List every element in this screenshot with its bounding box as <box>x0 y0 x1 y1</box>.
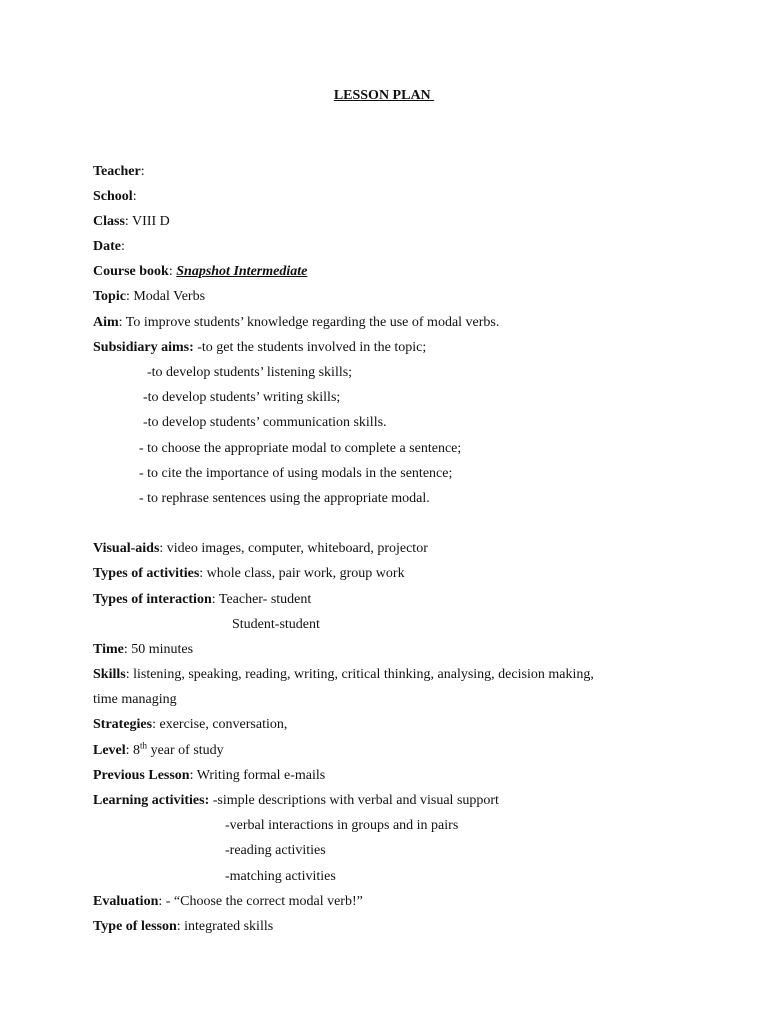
evaluation-value: : - “Choose the correct modal verb!” <box>158 894 363 909</box>
date-line <box>93 238 125 256</box>
subsidiary-aim-item: - to choose the appropriate modal to complete a sentence; <box>139 441 462 456</box>
types-of-activities-label: Types of activities <box>93 566 200 581</box>
learning-activity-item: -reading activities <box>225 843 326 858</box>
learning-activities-label: Learning activities: <box>93 793 210 808</box>
school-label: School <box>93 189 133 204</box>
school-line <box>93 188 137 206</box>
time-value: : 50 minutes <box>123 642 194 657</box>
course-book-line <box>93 263 307 281</box>
aim-value: : To improve students’ knowledge regarding the use of modal verbs. <box>118 315 500 330</box>
level-line <box>93 742 224 760</box>
course-book-label: Course book <box>93 264 169 279</box>
learning-activities-line <box>93 792 499 810</box>
types-of-activities-line <box>93 565 405 583</box>
level-superscript: th <box>140 740 148 751</box>
class-label: Class <box>93 214 125 229</box>
skills-line <box>93 666 594 684</box>
level-value-suffix: year of study <box>147 743 224 758</box>
class-line <box>93 213 170 231</box>
subsidiary-aim-item: -to develop students’ listening skills; <box>147 365 353 380</box>
school-value: : <box>132 189 137 204</box>
time-line <box>93 641 193 659</box>
type-of-lesson-value: : integrated skills <box>176 919 274 934</box>
level-value: : 8 <box>125 743 141 758</box>
topic-label: Topic <box>93 289 126 304</box>
previous-lesson-value: : Writing formal e-mails <box>189 768 326 783</box>
evaluation-label: Evaluation <box>93 894 159 909</box>
evaluation-line <box>93 893 363 911</box>
course-book-title: Snapshot Intermediate <box>176 264 308 279</box>
learning-activity-item: -simple descriptions with verbal and visual support <box>209 793 499 808</box>
class-value: : VIII D <box>124 214 170 229</box>
level-label: Level <box>93 743 126 758</box>
visual-aids-label: Visual-aids <box>93 541 160 556</box>
subsidiary-aim-item: - to cite the importance of using modals in the sentence; <box>139 466 453 481</box>
course-book-sep: : <box>168 264 177 279</box>
previous-lesson-label: Previous Lesson <box>93 768 190 783</box>
topic-line <box>93 288 205 306</box>
subsidiary-aims-line <box>93 339 426 357</box>
strategies-value: : exercise, conversation, <box>152 717 288 732</box>
types-of-interaction-label: Types of interaction <box>93 592 212 607</box>
skills-value-2: time managing <box>93 692 177 707</box>
learning-activity-item: -verbal interactions in groups and in pairs <box>225 818 459 833</box>
visual-aids-value: : video images, computer, whiteboard, projector <box>159 541 428 556</box>
previous-lesson-line <box>93 767 325 785</box>
learning-activity-item: -matching activities <box>225 869 336 884</box>
visual-aids-line <box>93 540 428 558</box>
subsidiary-aim-item: -to get the students involved in the topic; <box>193 340 427 355</box>
skills-label: Skills <box>93 667 126 682</box>
types-of-interaction-value: : Teacher- student <box>211 592 312 607</box>
subsidiary-aim-item: -to develop students’ communication skills. <box>143 415 387 430</box>
teacher-value: : <box>140 164 145 179</box>
aim-line <box>93 314 499 332</box>
aim-label: Aim <box>93 315 119 330</box>
skills-value: : listening, speaking, reading, writing, critical thinking, analysing, decision making, <box>125 667 594 682</box>
type-of-lesson-line <box>93 918 273 936</box>
strategies-line <box>93 716 287 734</box>
subsidiary-aims-label: Subsidiary aims: <box>93 340 194 355</box>
subsidiary-aim-item: -to develop students’ writing skills; <box>143 390 341 405</box>
date-value: : <box>121 239 125 254</box>
teacher-label: Teacher <box>93 164 141 179</box>
date-label: Date <box>93 239 121 254</box>
types-of-activities-value: : whole class, pair work, group work <box>199 566 405 581</box>
page-title: LESSON PLAN <box>333 88 435 103</box>
subsidiary-aim-item: - to rephrase sentences using the appropriate modal. <box>139 491 430 506</box>
types-of-interaction-line <box>93 591 311 609</box>
topic-value: : Modal Verbs <box>125 289 206 304</box>
time-label: Time <box>93 642 124 657</box>
types-of-interaction-value-2: Student-student <box>232 617 320 632</box>
strategies-label: Strategies <box>93 717 153 732</box>
teacher-line <box>93 163 145 181</box>
type-of-lesson-label: Type of lesson <box>93 919 177 934</box>
